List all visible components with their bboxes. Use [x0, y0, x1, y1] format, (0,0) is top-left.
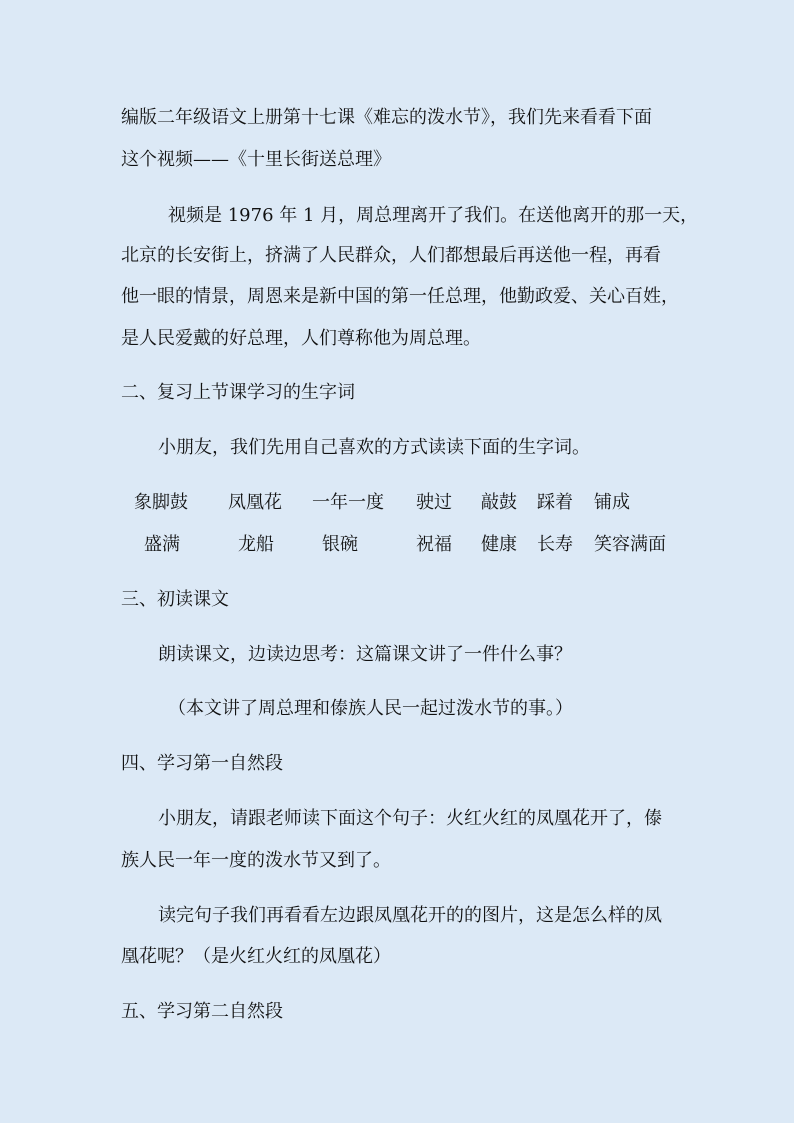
section-5-heading: 五、学习第二自然段: [121, 1001, 283, 1022]
vocab-word: 笑容满面: [594, 534, 666, 555]
vocab-word: 祝福: [416, 534, 452, 555]
intro-line-1: 编版二年级语文上册第十七课《难忘的泼水节》，我们先来看看下面: [121, 107, 652, 128]
section-4-para-2-line-1: 读完句子我们再看看左边跟凤凰花开的的图片，这是怎么样的凤: [158, 905, 662, 926]
video-desc-line-2: 北京的长安街上，挤满了人民群众，人们都想最后再送他一程，再看: [121, 245, 661, 266]
vocab-word: 长寿: [537, 534, 573, 555]
vocab-word: 象脚鼓: [134, 492, 188, 513]
section-2-heading: 二、复习上节课学习的生字词: [121, 382, 355, 403]
section-4-para-1-line-1: 小朋友，请跟老师读下面这个句子：火红火红的凤凰花开了，傣: [158, 808, 662, 829]
vocab-word: 健康: [481, 534, 517, 555]
intro-line-2: 这个视频——《十里长街送总理》: [121, 149, 391, 170]
vocab-word: 凤凰花: [228, 492, 282, 513]
section-3-question: 朗读课文，边读边思考：这篇课文讲了一件什么事？: [158, 644, 572, 665]
section-2-instruction: 小朋友，我们先用自己喜欢的方式读读下面的生字词。: [158, 437, 590, 458]
section-3-answer: （本文讲了周总理和傣族人民一起过泼水节的事。）: [168, 698, 573, 719]
section-4-para-1-line-2: 族人民一年一度的泼水节又到了。: [121, 850, 391, 871]
video-desc-line-3: 他一眼的情景，周恩来是新中国的第一任总理，他勤政爱、关心百姓，: [121, 286, 679, 307]
vocab-word: 敲鼓: [481, 492, 517, 513]
vocab-word: 铺成: [594, 492, 630, 513]
video-desc-line-4: 是人民爱戴的好总理，人们尊称他为周总理。: [121, 328, 481, 349]
vocab-word: 盛满: [144, 534, 180, 555]
section-4-heading: 四、学习第一自然段: [121, 753, 283, 774]
video-desc-line-1: 视频是 1976 年 1 月，周总理离开了我们。在送他离开的那一天，: [168, 205, 699, 226]
vocab-word: 驶过: [416, 492, 452, 513]
vocab-word: 龙船: [238, 534, 274, 555]
vocab-word: 踩着: [537, 492, 573, 513]
vocab-word: 一年一度: [312, 492, 384, 513]
section-4-para-2-line-2: 凰花呢？（是火红火红的凤凰花）: [121, 946, 391, 967]
vocab-word: 银碗: [322, 534, 358, 555]
section-3-heading: 三、初读课文: [121, 589, 229, 610]
